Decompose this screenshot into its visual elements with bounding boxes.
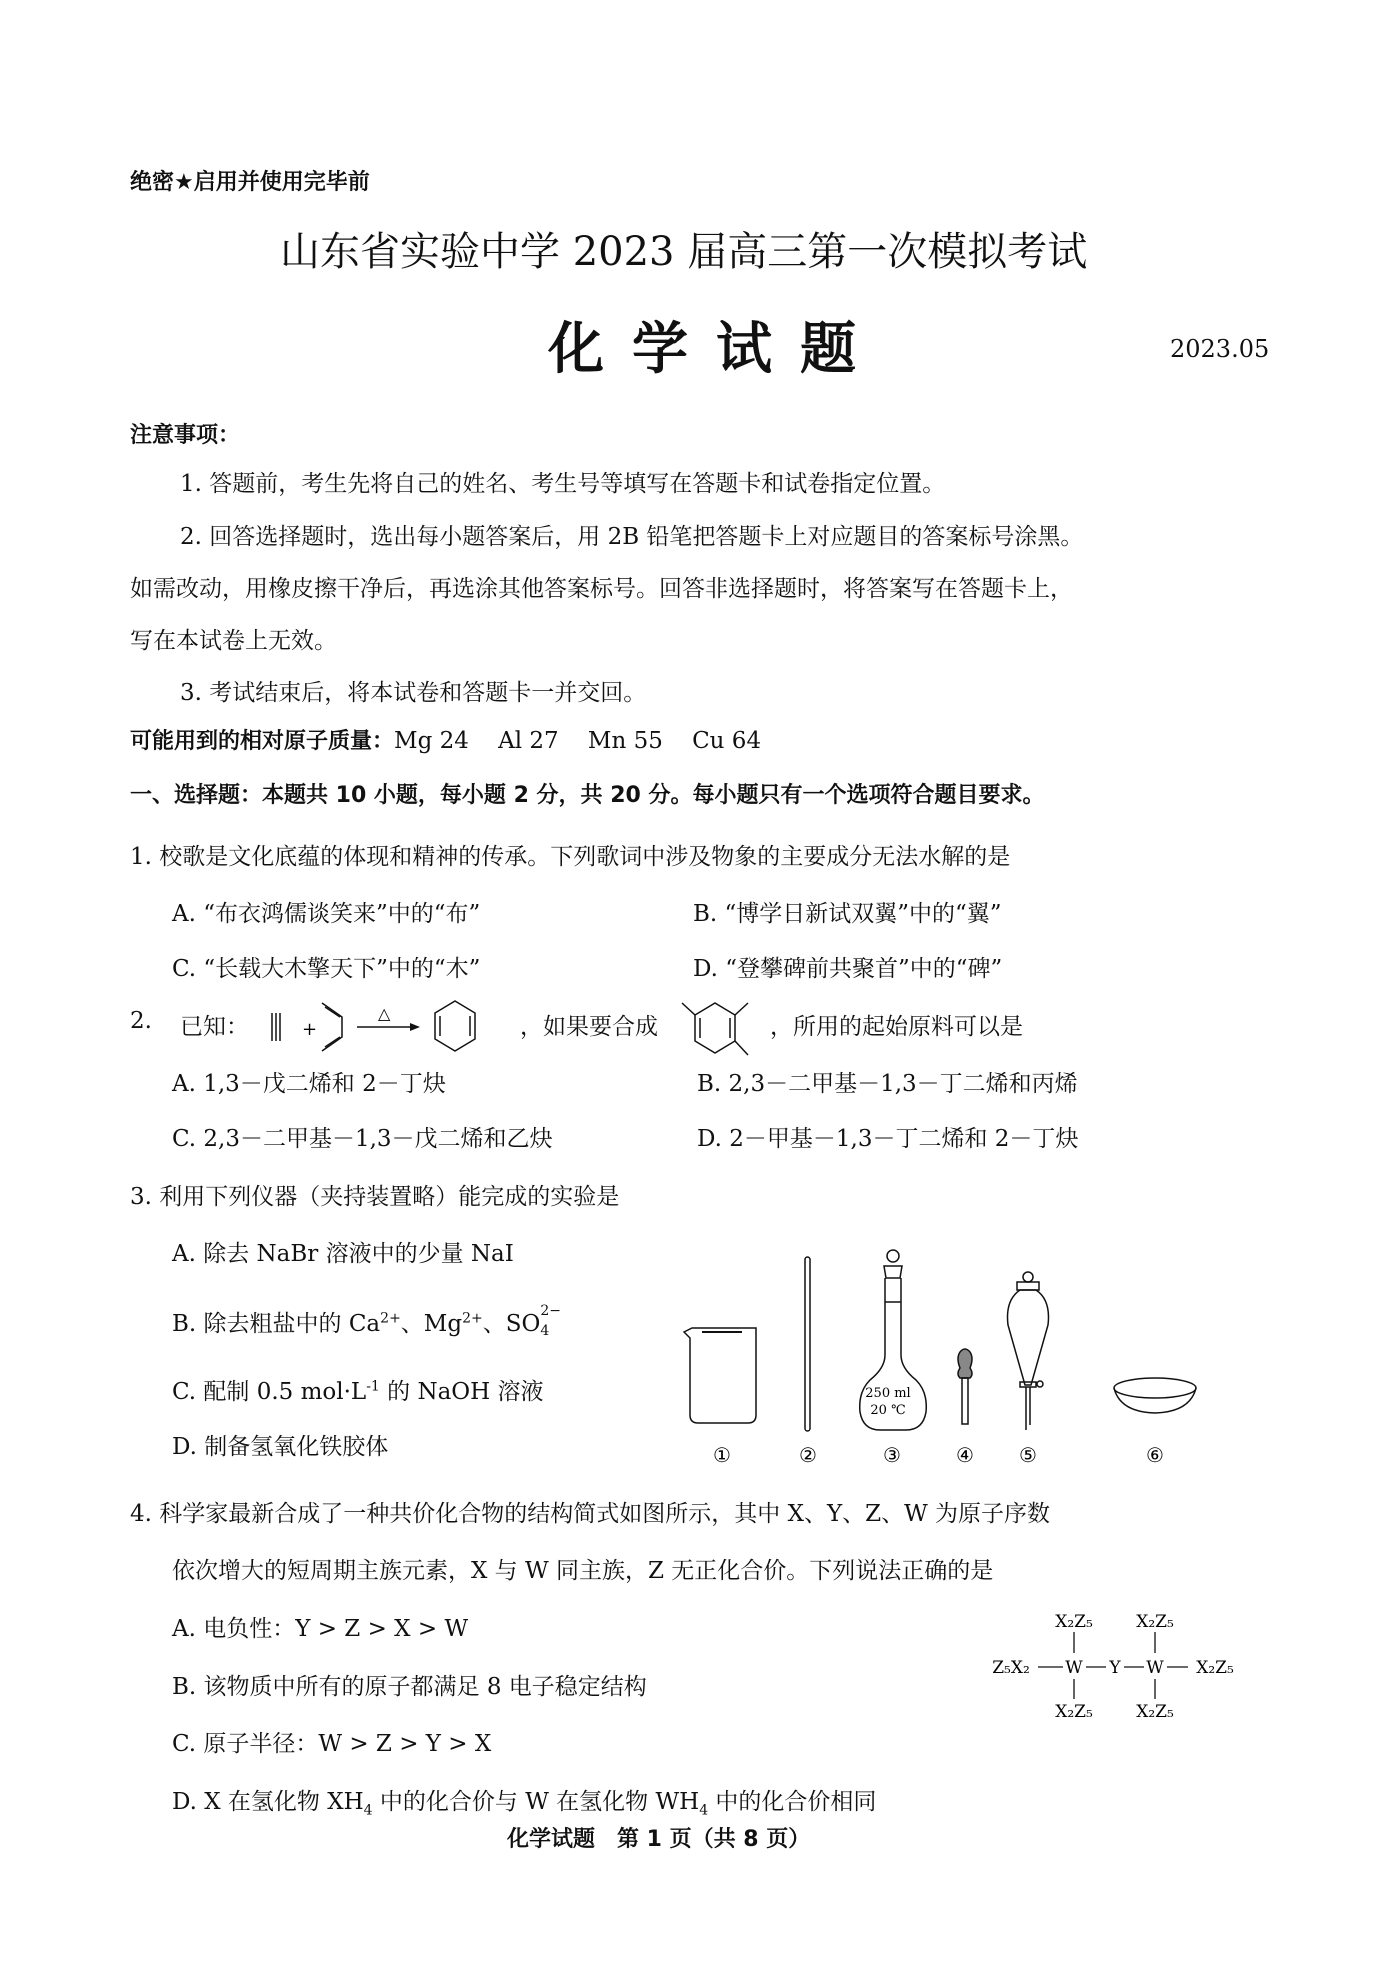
q3-option-b-sep1: 、Mg: [400, 1311, 463, 1337]
atomic-mass-label: 可能用到的相对原子质量：: [130, 729, 395, 754]
dropper-icon: [958, 1349, 972, 1424]
exam-date: 2023.05: [1170, 335, 1270, 363]
apparatus-number-2: ②: [799, 1443, 817, 1467]
q4-option-d-text3: 中的化合价相同: [708, 1789, 877, 1815]
q4-option-d: [172, 1783, 877, 1819]
atom-y: Y: [1109, 1658, 1121, 1678]
structural-formula: [985, 1605, 1245, 1735]
q3-option-b-text: B. 除去粗盐中的 Ca: [172, 1311, 381, 1337]
q2-number: 2.: [130, 1008, 152, 1034]
q4-option-a: A. 电负性：Y > Z > X > W: [172, 1616, 469, 1642]
q3-option-d: D. 制备氢氧化铁胶体: [172, 1434, 389, 1460]
wh4-subscript: 4: [699, 1802, 709, 1819]
alkyne-icon: [272, 1013, 280, 1041]
per-liter-exponent: -1: [366, 1378, 380, 1395]
q2-mid-text: ，如果要合成: [520, 1014, 658, 1040]
heat-arrow-icon: [357, 1004, 420, 1031]
apparatus-number-3: ③: [883, 1443, 901, 1467]
q2-option-b: B. 2,3－二甲基－1,3－丁二烯和丙烯: [697, 1071, 1078, 1097]
beaker-icon: [684, 1328, 756, 1423]
q1-option-a: A. “布衣鸿儒谈笑来”中的“布”: [172, 901, 481, 927]
substituent-top-right: X₂Z₅: [1136, 1612, 1174, 1632]
apparatus-number-4: ④: [956, 1443, 974, 1467]
plus-sign: +: [302, 1019, 318, 1040]
atomic-mass-values: Mg 24 Al 27 Mn 55 Cu 64: [394, 728, 762, 754]
notice-item-2-cont: 如需改动，用橡皮擦干净后，再选涂其他答案标号。回答非选择题时，将答案写在答题卡上，: [130, 576, 1073, 602]
q4-stem-line2: 依次增大的短周期主族元素，X 与 W 同主族，Z 无正化合价。下列说法正确的是: [172, 1558, 994, 1584]
q4-option-b: B. 该物质中所有的原子都满足 8 电子稳定结构: [172, 1674, 647, 1700]
q1-option-b: B. “博学日新试双翼”中的“翼”: [693, 901, 1002, 927]
cyclohexadiene-icon: [435, 1001, 475, 1051]
substituent-bottom-left: X₂Z₅: [1055, 1702, 1093, 1722]
q4-option-c: C. 原子半径：W > Z > Y > X: [172, 1731, 492, 1757]
notice-item-2: 2. 回答选择题时，选出每小题答案后，用 2B 铅笔把答题卡上对应题目的答案标号涂黑。: [180, 524, 1084, 550]
substituent-top-left: X₂Z₅: [1055, 1612, 1093, 1632]
flask-temperature-label: 20 ℃: [870, 1403, 906, 1418]
apparatus-figure: [670, 1240, 1300, 1480]
q3-option-c-post: 的 NaOH 溶液: [379, 1379, 544, 1405]
so4-charge: 2−: [540, 1303, 561, 1319]
atom-w-right: W: [1146, 1658, 1164, 1678]
flask-capacity-label: 250 ml: [865, 1386, 911, 1401]
q3-stem: 3. 利用下列仪器（夹持装置略）能完成的实验是: [130, 1184, 620, 1210]
notice-item-1: 1. 答题前，考生先将自己的姓名、考生号等填写在答题卡和试卷指定位置。: [180, 471, 946, 497]
q2-tail-text: ，所用的起始原料可以是: [770, 1014, 1023, 1040]
apparatus-number-5: ⑤: [1019, 1443, 1037, 1467]
sulfate-scripts: [540, 1303, 561, 1339]
exam-title: 山东省实验中学 2023 届高三第一次模拟考试: [280, 229, 1088, 275]
substituent-left: Z₅X₂: [992, 1658, 1030, 1678]
notice-item-3: 3. 考试结束后，将本试卷和答题卡一并交回。: [180, 680, 647, 706]
q1-option-c: C. “长载大木擎天下”中的“木”: [172, 956, 481, 982]
q2-known-label: 已知：: [180, 1014, 249, 1040]
q3-option-c: [172, 1373, 544, 1406]
substituent-bottom-right: X₂Z₅: [1136, 1702, 1174, 1722]
confidential-notice: 绝密★启用并使用完毕前: [130, 170, 370, 195]
q2-option-a: A. 1,3－戊二烯和 2－丁炔: [172, 1071, 446, 1097]
xh4-subscript: 4: [363, 1802, 373, 1819]
target-molecule-icon: [682, 1003, 748, 1055]
separatory-funnel-icon: [1008, 1272, 1049, 1430]
so4-subscript: 4: [540, 1323, 550, 1339]
atom-w-left: W: [1065, 1658, 1083, 1678]
q3-option-b: [172, 1303, 561, 1339]
apparatus-number-1: ①: [713, 1443, 731, 1467]
q4-option-d-text2: 中的化合价与 W 在氢化物 WH: [372, 1789, 700, 1815]
q3-option-b-sep2: 、SO: [482, 1311, 541, 1337]
diels-alder-reaction-scheme: [260, 995, 520, 1065]
notice-item-2-cont2: 写在本试卷上无效。: [130, 628, 337, 654]
glass-rod-icon: [805, 1257, 810, 1431]
notice-heading: 注意事项：: [130, 423, 241, 448]
q2-option-c: C. 2,3－二甲基－1,3－戊二烯和乙炔: [172, 1126, 553, 1152]
apparatus-number-6: ⑥: [1146, 1443, 1164, 1467]
mg-charge: 2+: [462, 1310, 483, 1327]
q3-option-c-text: C. 配制 0.5 mol·L: [172, 1379, 367, 1405]
q4-stem-line1: 4. 科学家最新合成了一种共价化合物的结构简式如图所示，其中 X、Y、Z、W 为原子序数: [130, 1501, 1051, 1527]
substituent-right: X₂Z₅: [1196, 1658, 1234, 1678]
q1-option-d: D. “登攀碑前共聚首”中的“碑”: [693, 956, 1003, 982]
atomic-mass-line: [130, 724, 761, 755]
ca-charge: 2+: [380, 1310, 401, 1327]
section-heading: 一、选择题：本题共 10 小题，每小题 2 分，共 20 分。每小题只有一个选项符合题目要求。: [130, 783, 1045, 808]
q1-stem: 1. 校歌是文化底蕴的体现和精神的传承。下列歌词中涉及物象的主要成分无法水解的是: [130, 844, 1011, 870]
q3-option-a: A. 除去 NaBr 溶液中的少量 NaI: [172, 1241, 514, 1267]
heat-symbol: △: [378, 1004, 391, 1023]
butadiene-icon: [322, 1003, 342, 1051]
tetramethylcyclohexadiene-target: [670, 995, 770, 1065]
q2-option-d: D. 2－甲基－1,3－丁二烯和 2－丁炔: [697, 1126, 1079, 1152]
subject-title: 化学试题: [548, 316, 884, 382]
page-footer: 化学试题 第 1 页（共 8 页）: [507, 1827, 811, 1852]
evaporating-dish-icon: [1114, 1378, 1196, 1413]
q4-option-d-text1: D. X 在氢化物 XH: [172, 1789, 364, 1815]
